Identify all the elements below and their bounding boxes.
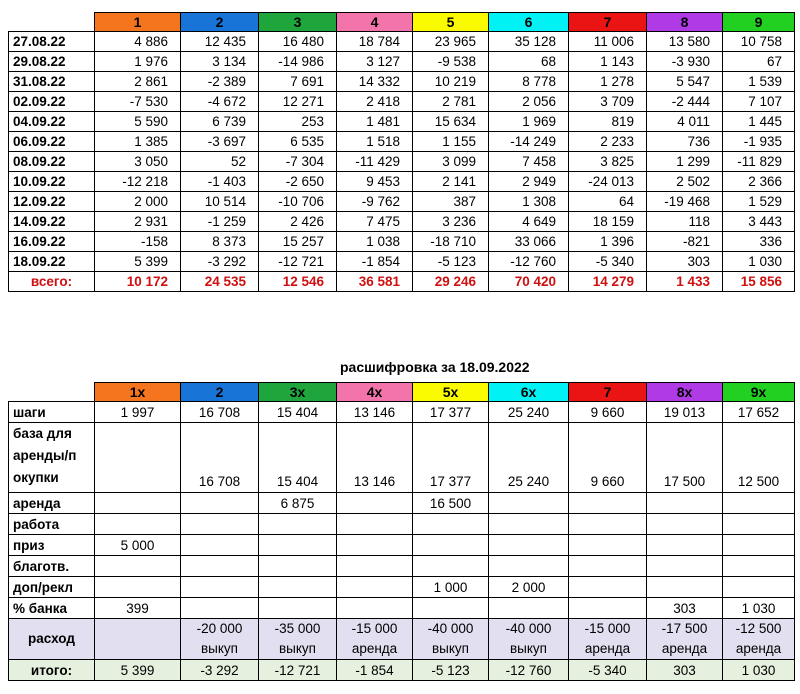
value-cell: 3 127 bbox=[337, 52, 413, 72]
value-cell: 2 056 bbox=[489, 92, 569, 112]
final-cell: -12 721 bbox=[259, 660, 337, 681]
row-label: приз bbox=[9, 535, 95, 556]
value-cell: 303 bbox=[647, 252, 723, 272]
value-cell: 1 518 bbox=[337, 132, 413, 152]
expense-kind: выкуп bbox=[279, 641, 316, 656]
expense-kind: аренда bbox=[661, 641, 708, 656]
value-cell: 3 825 bbox=[569, 152, 647, 172]
row-label: благотв. bbox=[9, 556, 95, 577]
breakdown-cell bbox=[489, 598, 569, 619]
breakdown-cell bbox=[337, 556, 413, 577]
value-cell: -1 935 bbox=[723, 132, 795, 152]
breakdown-row-prize bbox=[9, 535, 795, 556]
breakdown-row-steps bbox=[9, 402, 795, 423]
breakdown-cell: 15 404 bbox=[259, 402, 337, 423]
value-cell: 2 141 bbox=[413, 172, 489, 192]
value-cell: 1 385 bbox=[95, 132, 181, 152]
date-cell: 14.09.22 bbox=[9, 212, 95, 232]
value-cell: 1 445 bbox=[723, 112, 795, 132]
expense-kind: аренда bbox=[735, 641, 782, 656]
final-cell: -5 340 bbox=[569, 660, 647, 681]
breakdown-cell bbox=[569, 598, 647, 619]
value-cell: 7 475 bbox=[337, 212, 413, 232]
breakdown-cell: 5 000 bbox=[95, 535, 181, 556]
value-cell: 9 453 bbox=[337, 172, 413, 192]
breakdown-column-header-3: 3х bbox=[259, 383, 337, 402]
value-cell: 1 143 bbox=[569, 52, 647, 72]
table-row bbox=[9, 92, 795, 112]
breakdown-cell: 13 146 bbox=[337, 402, 413, 423]
breakdown-cell: 12 500 bbox=[723, 423, 795, 493]
column-header-7: 7 bbox=[569, 13, 647, 32]
column-header-6: 6 bbox=[489, 13, 569, 32]
breakdown-cell bbox=[723, 514, 795, 535]
final-cell: 1 030 bbox=[723, 660, 795, 681]
value-cell: 10 758 bbox=[723, 32, 795, 52]
value-cell: 35 128 bbox=[489, 32, 569, 52]
breakdown-cell bbox=[647, 577, 723, 598]
breakdown-row-base bbox=[9, 423, 795, 493]
value-cell: 3 236 bbox=[413, 212, 489, 232]
table-row bbox=[9, 132, 795, 152]
breakdown-column-header-5: 5х bbox=[413, 383, 489, 402]
expense-kind: выкуп bbox=[432, 641, 469, 656]
breakdown-header-row bbox=[9, 383, 795, 402]
value-cell: 1 030 bbox=[723, 252, 795, 272]
table-row bbox=[9, 152, 795, 172]
breakdown-cell: 17 377 bbox=[413, 402, 489, 423]
breakdown-column-header-8: 8х bbox=[647, 383, 723, 402]
expense-cell bbox=[723, 619, 795, 660]
expense-kind: аренда bbox=[584, 641, 631, 656]
value-cell: 1 278 bbox=[569, 72, 647, 92]
final-cell: -12 760 bbox=[489, 660, 569, 681]
value-cell: 1 969 bbox=[489, 112, 569, 132]
breakdown-cell bbox=[181, 514, 259, 535]
value-cell: 5 590 bbox=[95, 112, 181, 132]
value-cell: 3 050 bbox=[95, 152, 181, 172]
breakdown-cell: 16 500 bbox=[413, 493, 489, 514]
value-cell: 2 366 bbox=[723, 172, 795, 192]
value-cell: 819 bbox=[569, 112, 647, 132]
breakdown-cell: 1 030 bbox=[723, 598, 795, 619]
breakdown-row-charity bbox=[9, 556, 795, 577]
breakdown-cell bbox=[569, 514, 647, 535]
column-header-2: 2 bbox=[181, 13, 259, 32]
breakdown-cell bbox=[489, 535, 569, 556]
value-cell: 736 bbox=[647, 132, 723, 152]
breakdown-cell bbox=[723, 535, 795, 556]
breakdown-cell bbox=[337, 577, 413, 598]
row-label: база для аренды/п окупки bbox=[9, 423, 95, 493]
totals-row bbox=[9, 272, 795, 292]
value-cell: 64 bbox=[569, 192, 647, 212]
final-cell: -5 123 bbox=[413, 660, 489, 681]
value-cell: -18 710 bbox=[413, 232, 489, 252]
breakdown-cell bbox=[181, 556, 259, 577]
breakdown-cell bbox=[413, 556, 489, 577]
value-cell: 3 443 bbox=[723, 212, 795, 232]
expense-amount: -40 000 bbox=[505, 621, 552, 636]
total-cell: 15 856 bbox=[723, 272, 795, 292]
table-row bbox=[9, 212, 795, 232]
breakdown-cell: 17 652 bbox=[723, 402, 795, 423]
breakdown-cell: 6 875 bbox=[259, 493, 337, 514]
total-cell: 12 546 bbox=[259, 272, 337, 292]
breakdown-row-bank bbox=[9, 598, 795, 619]
value-cell: 11 006 bbox=[569, 32, 647, 52]
value-cell: 387 bbox=[413, 192, 489, 212]
value-cell: 2 861 bbox=[95, 72, 181, 92]
breakdown-cell: 15 404 bbox=[259, 423, 337, 493]
row-label: аренда bbox=[9, 493, 95, 514]
table-row bbox=[9, 172, 795, 192]
value-cell: 1 155 bbox=[413, 132, 489, 152]
value-cell: -14 249 bbox=[489, 132, 569, 152]
column-header-8: 8 bbox=[647, 13, 723, 32]
breakdown-cell bbox=[413, 514, 489, 535]
table-row bbox=[9, 72, 795, 92]
value-cell: -2 389 bbox=[181, 72, 259, 92]
value-cell: 10 219 bbox=[413, 72, 489, 92]
breakdown-cell: 25 240 bbox=[489, 423, 569, 493]
date-cell: 10.09.22 bbox=[9, 172, 95, 192]
value-cell: 4 886 bbox=[95, 32, 181, 52]
value-cell: 52 bbox=[181, 152, 259, 172]
breakdown-cell bbox=[647, 535, 723, 556]
value-cell: 10 514 bbox=[181, 192, 259, 212]
breakdown-cell bbox=[569, 577, 647, 598]
breakdown-cell bbox=[181, 598, 259, 619]
value-cell: -1 403 bbox=[181, 172, 259, 192]
value-cell: -5 123 bbox=[413, 252, 489, 272]
breakdown-cell bbox=[647, 493, 723, 514]
breakdown-cell bbox=[95, 514, 181, 535]
row-label: работа bbox=[9, 514, 95, 535]
value-cell: 18 784 bbox=[337, 32, 413, 52]
table-row bbox=[9, 112, 795, 132]
expense-cell bbox=[181, 619, 259, 660]
value-cell: 118 bbox=[647, 212, 723, 232]
breakdown-row-rent bbox=[9, 493, 795, 514]
value-cell: -3 930 bbox=[647, 52, 723, 72]
breakdown-cell bbox=[95, 577, 181, 598]
value-cell: 15 634 bbox=[413, 112, 489, 132]
breakdown-cell bbox=[259, 556, 337, 577]
expense-amount: -15 000 bbox=[351, 621, 398, 636]
column-header-5: 5 bbox=[413, 13, 489, 32]
value-cell: -3 292 bbox=[181, 252, 259, 272]
expense-amount: -20 000 bbox=[196, 621, 243, 636]
expense-cell bbox=[259, 619, 337, 660]
value-cell: 2 233 bbox=[569, 132, 647, 152]
value-cell: -10 706 bbox=[259, 192, 337, 212]
value-cell: -14 986 bbox=[259, 52, 337, 72]
value-cell: -19 468 bbox=[647, 192, 723, 212]
value-cell: 1 038 bbox=[337, 232, 413, 252]
breakdown-cell: 13 146 bbox=[337, 423, 413, 493]
value-cell: -158 bbox=[95, 232, 181, 252]
value-cell: -12 721 bbox=[259, 252, 337, 272]
expense-amount: -12 500 bbox=[735, 621, 782, 636]
value-cell: -1 854 bbox=[337, 252, 413, 272]
value-cell: -9 538 bbox=[413, 52, 489, 72]
value-cell: -9 762 bbox=[337, 192, 413, 212]
final-cell: -1 854 bbox=[337, 660, 413, 681]
value-cell: 5 399 bbox=[95, 252, 181, 272]
breakdown-cell: 1 997 bbox=[95, 402, 181, 423]
value-cell: 67 bbox=[723, 52, 795, 72]
breakdown-cell bbox=[95, 556, 181, 577]
value-cell: -2 650 bbox=[259, 172, 337, 192]
breakdown-cell: 399 bbox=[95, 598, 181, 619]
breakdown-cell: 17 500 bbox=[647, 423, 723, 493]
date-cell: 29.08.22 bbox=[9, 52, 95, 72]
row-label: доп/рекл bbox=[9, 577, 95, 598]
breakdown-cell bbox=[337, 493, 413, 514]
value-cell: 2 418 bbox=[337, 92, 413, 112]
breakdown-cell bbox=[723, 577, 795, 598]
breakdown-cell bbox=[489, 493, 569, 514]
total-cell: 70 420 bbox=[489, 272, 569, 292]
breakdown-cell bbox=[181, 535, 259, 556]
breakdown-cell: 1 000 bbox=[413, 577, 489, 598]
value-cell: 8 778 bbox=[489, 72, 569, 92]
table-row bbox=[9, 252, 795, 272]
breakdown-column-header-6: 6х bbox=[489, 383, 569, 402]
breakdown-cell bbox=[489, 514, 569, 535]
breakdown-cell: 2 000 bbox=[489, 577, 569, 598]
header-row bbox=[9, 13, 795, 32]
corner-cell bbox=[9, 13, 95, 32]
total-cell: 1 433 bbox=[647, 272, 723, 292]
date-cell: 12.09.22 bbox=[9, 192, 95, 212]
value-cell: 2 502 bbox=[647, 172, 723, 192]
corner-cell bbox=[9, 383, 95, 402]
breakdown-column-header-7: 7 bbox=[569, 383, 647, 402]
date-cell: 04.09.22 bbox=[9, 112, 95, 132]
breakdown-row-work bbox=[9, 514, 795, 535]
total-cell: 24 535 bbox=[181, 272, 259, 292]
breakdown-cell: 9 660 bbox=[569, 423, 647, 493]
table-row bbox=[9, 52, 795, 72]
expense-cell bbox=[489, 619, 569, 660]
breakdown-cell bbox=[337, 598, 413, 619]
final-cell: 5 399 bbox=[95, 660, 181, 681]
breakdown-caption: расшифровка за 18.09.2022 bbox=[340, 359, 530, 375]
final-label: итого: bbox=[9, 660, 95, 681]
totals-label: всего: bbox=[9, 272, 95, 292]
value-cell: -2 444 bbox=[647, 92, 723, 112]
breakdown-cell: 25 240 bbox=[489, 402, 569, 423]
value-cell: 4 649 bbox=[489, 212, 569, 232]
value-cell: -7 304 bbox=[259, 152, 337, 172]
value-cell: -11 829 bbox=[723, 152, 795, 172]
row-label: шаги bbox=[9, 402, 95, 423]
date-cell: 06.09.22 bbox=[9, 132, 95, 152]
value-cell: 3 709 bbox=[569, 92, 647, 112]
total-cell: 36 581 bbox=[337, 272, 413, 292]
breakdown-cell bbox=[647, 514, 723, 535]
final-cell: -3 292 bbox=[181, 660, 259, 681]
expense-cell bbox=[95, 619, 181, 660]
final-total-row bbox=[9, 660, 795, 681]
expense-kind: выкуп bbox=[510, 641, 547, 656]
table-row bbox=[9, 232, 795, 252]
value-cell: 336 bbox=[723, 232, 795, 252]
value-cell: 4 011 bbox=[647, 112, 723, 132]
value-cell: 18 159 bbox=[569, 212, 647, 232]
value-cell: -1 259 bbox=[181, 212, 259, 232]
value-cell: 253 bbox=[259, 112, 337, 132]
value-cell: 7 691 bbox=[259, 72, 337, 92]
date-cell: 31.08.22 bbox=[9, 72, 95, 92]
expense-amount: -15 000 bbox=[584, 621, 631, 636]
breakdown-cell: 17 377 bbox=[413, 423, 489, 493]
expense-cell bbox=[337, 619, 413, 660]
breakdown-cell bbox=[647, 556, 723, 577]
column-header-3: 3 bbox=[259, 13, 337, 32]
value-cell: 13 580 bbox=[647, 32, 723, 52]
date-cell: 16.09.22 bbox=[9, 232, 95, 252]
value-cell: 3 099 bbox=[413, 152, 489, 172]
expense-label: расход bbox=[9, 619, 95, 660]
value-cell: 12 271 bbox=[259, 92, 337, 112]
value-cell: 1 529 bbox=[723, 192, 795, 212]
breakdown-cell bbox=[259, 577, 337, 598]
expense-row bbox=[9, 619, 795, 660]
breakdown-cell bbox=[95, 493, 181, 514]
breakdown-cell bbox=[337, 535, 413, 556]
daily-results-table bbox=[8, 12, 795, 292]
breakdown-cell bbox=[259, 598, 337, 619]
breakdown-cell bbox=[413, 535, 489, 556]
expense-amount: -17 500 bbox=[661, 621, 708, 636]
expense-cell bbox=[569, 619, 647, 660]
value-cell: -3 697 bbox=[181, 132, 259, 152]
breakdown-column-header-9: 9х bbox=[723, 383, 795, 402]
expense-cell bbox=[647, 619, 723, 660]
breakdown-cell bbox=[181, 493, 259, 514]
value-cell: 1 976 bbox=[95, 52, 181, 72]
date-cell: 08.09.22 bbox=[9, 152, 95, 172]
breakdown-cell bbox=[489, 556, 569, 577]
value-cell: -12 218 bbox=[95, 172, 181, 192]
value-cell: 1 299 bbox=[647, 152, 723, 172]
value-cell: 12 435 bbox=[181, 32, 259, 52]
value-cell: -4 672 bbox=[181, 92, 259, 112]
breakdown-cell bbox=[95, 423, 181, 493]
value-cell: -821 bbox=[647, 232, 723, 252]
value-cell: 6 535 bbox=[259, 132, 337, 152]
expense-cell bbox=[413, 619, 489, 660]
breakdown-row-ads bbox=[9, 577, 795, 598]
value-cell: -11 429 bbox=[337, 152, 413, 172]
table-row bbox=[9, 32, 795, 52]
breakdown-cell bbox=[181, 577, 259, 598]
value-cell: 1 539 bbox=[723, 72, 795, 92]
breakdown-column-header-2: 2 bbox=[181, 383, 259, 402]
total-cell: 10 172 bbox=[95, 272, 181, 292]
breakdown-column-header-4: 4х bbox=[337, 383, 413, 402]
value-cell: 3 134 bbox=[181, 52, 259, 72]
value-cell: 23 965 bbox=[413, 32, 489, 52]
breakdown-cell bbox=[569, 535, 647, 556]
total-cell: 29 246 bbox=[413, 272, 489, 292]
breakdown-cell: 9 660 bbox=[569, 402, 647, 423]
value-cell: 2 426 bbox=[259, 212, 337, 232]
breakdown-table bbox=[8, 382, 795, 681]
column-header-4: 4 bbox=[337, 13, 413, 32]
expense-kind: аренда bbox=[351, 641, 398, 656]
value-cell: 7 107 bbox=[723, 92, 795, 112]
breakdown-cell: 303 bbox=[647, 598, 723, 619]
value-cell: 16 480 bbox=[259, 32, 337, 52]
breakdown-column-header-1: 1х bbox=[95, 383, 181, 402]
date-cell: 02.09.22 bbox=[9, 92, 95, 112]
row-label: % банка bbox=[9, 598, 95, 619]
column-header-1: 1 bbox=[95, 13, 181, 32]
value-cell: -7 530 bbox=[95, 92, 181, 112]
value-cell: 33 066 bbox=[489, 232, 569, 252]
breakdown-cell bbox=[259, 514, 337, 535]
breakdown-cell bbox=[723, 556, 795, 577]
value-cell: 2 931 bbox=[95, 212, 181, 232]
table-row bbox=[9, 192, 795, 212]
date-cell: 18.09.22 bbox=[9, 252, 95, 272]
final-cell: 303 bbox=[647, 660, 723, 681]
column-header-9: 9 bbox=[723, 13, 795, 32]
value-cell: 8 373 bbox=[181, 232, 259, 252]
breakdown-cell: 19 013 bbox=[647, 402, 723, 423]
value-cell: 68 bbox=[489, 52, 569, 72]
breakdown-cell bbox=[413, 598, 489, 619]
expense-amount: -35 000 bbox=[274, 621, 321, 636]
breakdown-cell bbox=[723, 493, 795, 514]
value-cell: -24 013 bbox=[569, 172, 647, 192]
date-cell: 27.08.22 bbox=[9, 32, 95, 52]
value-cell: 14 332 bbox=[337, 72, 413, 92]
value-cell: 1 308 bbox=[489, 192, 569, 212]
value-cell: 1 396 bbox=[569, 232, 647, 252]
value-cell: 7 458 bbox=[489, 152, 569, 172]
breakdown-cell: 16 708 bbox=[181, 423, 259, 493]
value-cell: 15 257 bbox=[259, 232, 337, 252]
breakdown-cell bbox=[337, 514, 413, 535]
value-cell: 2 949 bbox=[489, 172, 569, 192]
expense-amount: -40 000 bbox=[427, 621, 474, 636]
breakdown-cell bbox=[259, 535, 337, 556]
value-cell: 2 000 bbox=[95, 192, 181, 212]
breakdown-cell bbox=[569, 493, 647, 514]
value-cell: 1 481 bbox=[337, 112, 413, 132]
value-cell: -12 760 bbox=[489, 252, 569, 272]
value-cell: 2 781 bbox=[413, 92, 489, 112]
total-cell: 14 279 bbox=[569, 272, 647, 292]
breakdown-cell bbox=[569, 556, 647, 577]
value-cell: -5 340 bbox=[569, 252, 647, 272]
value-cell: 5 547 bbox=[647, 72, 723, 92]
expense-kind: выкуп bbox=[201, 641, 238, 656]
breakdown-cell: 16 708 bbox=[181, 402, 259, 423]
value-cell: 6 739 bbox=[181, 112, 259, 132]
